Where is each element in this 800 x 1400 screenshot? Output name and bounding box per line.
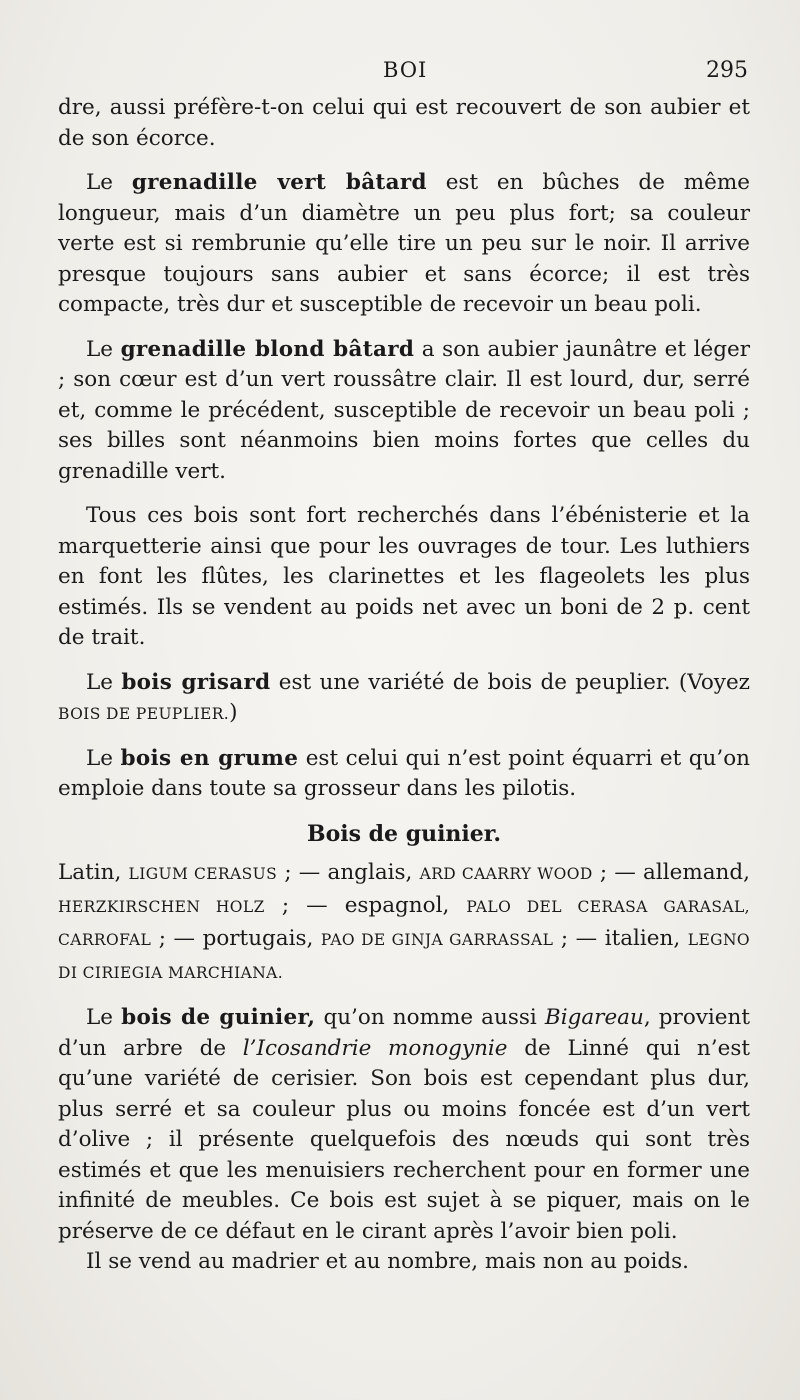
paragraph-bois-en-grume	[58, 744, 750, 805]
cross-reference: BOIS DE PEUPLIER.	[58, 705, 230, 723]
language-name: PALO DEL CERASA GARASAL, CARROFAL	[58, 898, 750, 949]
language-name: LIGUM CERASUS	[128, 865, 278, 883]
paragraph-usage	[58, 501, 750, 654]
language-label: ; — italien,	[553, 926, 688, 951]
paragraph-text: Tous ces bois sont fort recherchés dans l’ébénisterie et la marquetterie ainsi que pour les ouvrages de tour. Les luthiers en font les flûtes, les clarinettes et les flageolets les plus estimés. Ils se vendent au poids net avec un boni de 2 p. cent de trait.	[58, 503, 750, 650]
language-name: LEGNO DI CIRIEGIA MARCHIANA.	[58, 931, 751, 982]
paragraph-text: est en bûches de même longueur, mais d’un diamètre un peu plus fort; sa couleur verte est si rembrunie qu’elle tire un peu sur le noir. Il arrive presque toujours sans aubier et sans écorce; il est très compacte, très dur et susceptible de recevoir un beau poli.	[58, 170, 750, 317]
paragraph-text: Il se vend au madrier et au nombre, mais non au poids.	[86, 1249, 690, 1274]
term-heading: grenadille vert bâtard	[131, 170, 427, 195]
paragraph-bois-de-guinier	[58, 1003, 750, 1247]
language-name: HERZKIRSCHEN HOLZ	[58, 898, 265, 916]
italic-term: l’Icosandrie monogynie	[242, 1035, 508, 1061]
term-heading: grenadille blond bâtard	[120, 336, 415, 362]
term-heading: bois grisard	[121, 669, 271, 695]
section-heading: Bois de guinier.	[306, 820, 502, 847]
paragraph-language-names	[58, 857, 750, 989]
paragraph-text: dre, aussi préfère-t-on celui qui est recouvert de son aubier et de son écorce.	[58, 95, 750, 151]
paragraph-text: )	[229, 700, 238, 725]
language-label: ; — portugais,	[151, 926, 321, 951]
paragraph-text: qu’on nomme aussi	[315, 1005, 545, 1030]
lead-text: Le	[86, 170, 132, 195]
term-heading: bois en grume	[120, 745, 299, 771]
paragraph-continuation	[58, 93, 750, 154]
lead-text: Le	[86, 336, 121, 362]
page-header	[0, 58, 800, 88]
paragraph-text: a son aubier jaunâtre et léger ; son cœur est d’un vert roussâtre clair. Il est lourd, dur, serré et, comme le précédent, susceptible de recevoir un beau poli ; ses billes sont néanmoins bien moins fortes que celles du grenadille vert.	[58, 336, 750, 484]
paragraph-grenadille-vert-batard	[58, 168, 750, 321]
lead-text: Le	[86, 1005, 122, 1030]
page-number: 295	[706, 58, 748, 83]
lead-text: Le	[86, 669, 122, 695]
running-head: BOI	[383, 58, 428, 82]
lead-text: Le	[86, 745, 121, 771]
language-label: ; — espagnol,	[264, 893, 467, 918]
italic-term: Bigareau	[544, 1005, 644, 1030]
language-label: Latin,	[58, 860, 129, 885]
language-label: ; — anglais,	[277, 860, 420, 885]
paragraph-text: est celui qui n’est point équarri et qu’on emploie dans toute sa grosseur dans les pilotis.	[58, 745, 750, 801]
paragraph-bois-grisard	[58, 668, 750, 730]
term-heading: bois de guinier,	[121, 1005, 316, 1030]
paragraph-text: de Linné qui n’est qu’une variété de cerisier. Son bois est cependant plus dur, plus serré et sa couleur plus ou moins foncée est d’un vert d’olive ; il présente quelquefois des nœuds qui sont très estimés et que les menuisiers recherchent pour en former une infinité de meubles. Ce bois est sujet à se piquer, mais on le préserve de ce défaut en le cirant après l’avoir bien poli.	[58, 1035, 751, 1244]
language-name: PAO DE GINJA GARRASSAL	[320, 931, 554, 949]
paragraph-text: est une variété de bois de peuplier. (Voyez	[270, 669, 750, 695]
paragraph-grenadille-blond-batard	[58, 335, 750, 488]
language-name: ARD CAARRY WOOD	[419, 865, 593, 883]
body-text	[58, 93, 750, 1278]
paragraph-text: , provient d’un arbre de	[58, 1005, 750, 1061]
language-label: ; — allemand,	[592, 860, 751, 885]
paragraph-sale	[58, 1247, 750, 1278]
